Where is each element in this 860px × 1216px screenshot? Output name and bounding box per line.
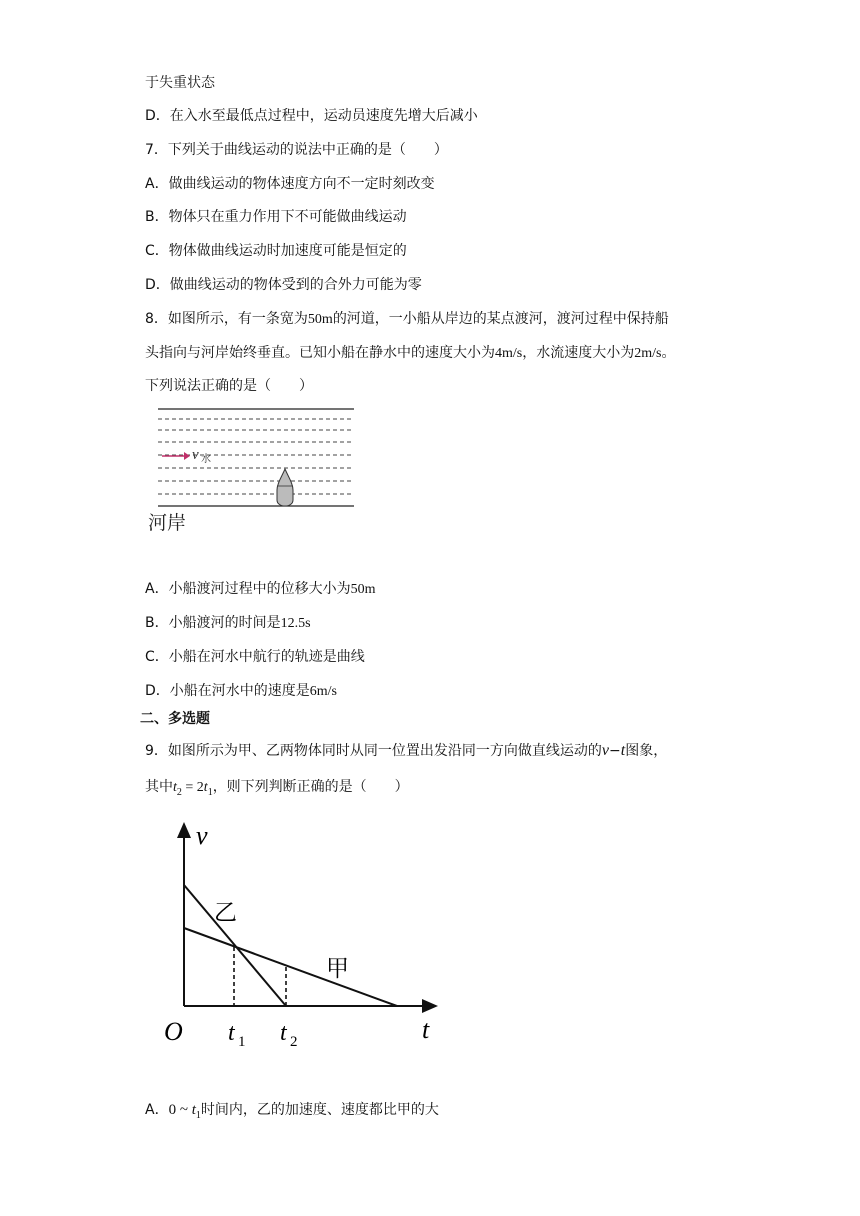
option-b-q7: B．物体只在重力作用下不可能做曲线运动: [145, 209, 407, 225]
line-jia: [184, 928, 397, 1006]
question-7: 7．下列关于曲线运动的说法中正确的是（ ）: [145, 142, 448, 158]
question-9-line1: 9．如图所示为甲、乙两物体同时从同一位置出发沿同一方向做直线运动的v−t图象，: [145, 742, 668, 759]
vt-graph: [160, 818, 460, 1058]
option-a-q9: A．0 ~ $t_1$时间内，乙的加速度、速度都比甲的大: [145, 1102, 439, 1121]
option-c-q7: C．物体做曲线运动时加速度可能是恒定的: [145, 243, 407, 259]
question-9-line2: 其中$t_2 = 2t_1$，则下列判断正确的是（ ）: [145, 779, 409, 798]
question-8-line3: 下列说法正确的是（ ）: [145, 378, 313, 394]
v-axis-label: v: [196, 821, 208, 850]
option-c-q8: C．小船在河水中航行的轨迹是曲线: [145, 649, 365, 665]
t1-sub: 1: [238, 1034, 246, 1050]
t1-label: t: [228, 1020, 235, 1046]
origin-label: O: [164, 1017, 183, 1046]
option-b-q8: B．小船渡河的时间是12.5s: [145, 615, 311, 631]
yi-label: 乙: [214, 900, 237, 926]
t-axis-label: t: [422, 1015, 430, 1044]
text-line: 于失重状态: [145, 75, 215, 91]
option-d-q6: D．在入水至最低点过程中，运动员速度先增大后减小: [145, 108, 478, 124]
water-velocity-sub: 水: [201, 454, 211, 465]
boat-icon: [277, 469, 293, 506]
option-d-q8: D．小船在河水中的速度是6m/s: [145, 683, 338, 699]
option-d-q7: D．做曲线运动的物体受到的合外力可能为零: [145, 277, 422, 293]
river-bank-label: 河岸: [148, 512, 187, 534]
water-velocity-label: v: [192, 447, 199, 463]
question-8-line2: 头指向与河岸始终垂直。已知小船在静水中的速度大小为4m/s，水流速度大小为2m/s。: [145, 345, 676, 361]
option-a-q7: A．做曲线运动的物体速度方向不一定时刻改变: [145, 176, 435, 192]
section-heading: 二、多选题: [140, 711, 210, 727]
t2-label: t: [280, 1020, 287, 1046]
river-figure: [140, 398, 370, 538]
t2-sub: 2: [290, 1034, 298, 1050]
question-8-line1: 8．如图所示，有一条宽为50m的河道，一小船从岸边的某点渡河，渡河过程中保持船: [145, 311, 669, 327]
option-a-q8: A．小船渡河过程中的位移大小为50m: [145, 581, 376, 597]
jia-label: 甲: [326, 956, 349, 982]
